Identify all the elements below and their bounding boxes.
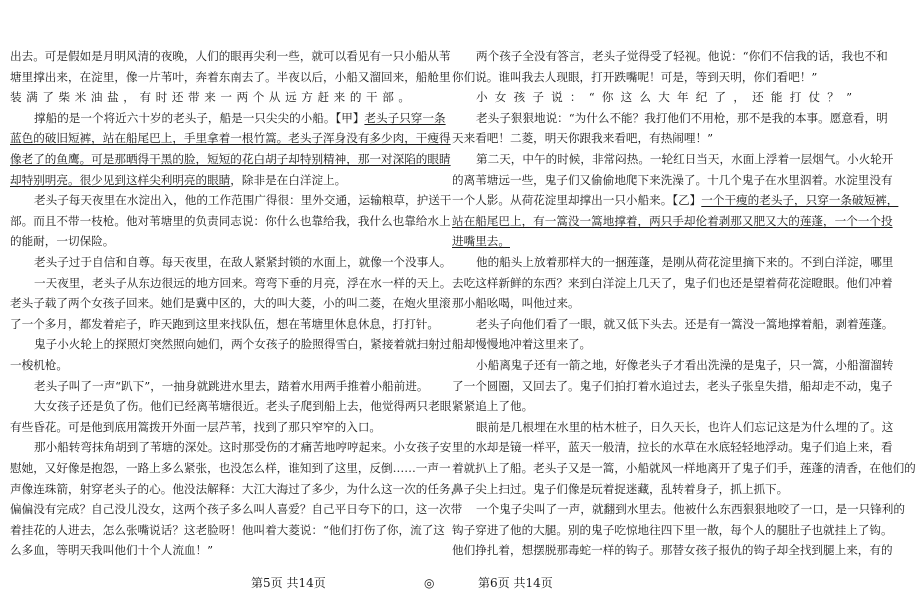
text-line xyxy=(10,293,451,313)
text-line xyxy=(10,396,452,416)
text-line xyxy=(452,396,852,416)
line-text: 船却慢慢地冲着这里来了。 xyxy=(452,337,592,352)
text-line xyxy=(452,128,852,148)
text-line xyxy=(10,67,451,87)
underlined-text: 蓝色的破旧短裤，站在船尾巴上，手里拿着一根竹篙。老头子浑身没有多少肉，干瘦得 xyxy=(10,131,451,146)
text-line xyxy=(10,437,452,457)
line-text: 偏偏没有完成？自己没儿没女，这两个孩子多么叫人喜爱？自己平日夸下的口，这一次带 xyxy=(10,502,463,517)
line-text: 老头子过于自信和自尊。每天夜里，在敌人紧紧封锁的水面上，就像一个没事人。 xyxy=(34,255,452,269)
line-text: 里的水却是镜一样平，蓝天一般清，拉长的水草在水底轻轻地浮动。鬼子们追上来，看 xyxy=(452,440,893,455)
line-text: 天来看吧！二菱，明天你跟我来看吧，有热闹哩！” xyxy=(452,131,713,146)
line-text: 紧紧追上了他。 xyxy=(452,399,534,414)
line-text: 两个孩子全没有答言，老头子觉得受了轻视。他说：“你们不信我的话，我也不和 xyxy=(476,49,888,63)
text-line xyxy=(10,540,410,560)
line-text: 装满了柴米油盐，有时还带来一两个从远方赶来的干部。 xyxy=(10,90,410,105)
text-line xyxy=(10,273,452,293)
line-text: 钩子穿进了他的大腿。别的鬼子吃惊地往四下里一散，每个人的腿肚子也就挂上了钩。 xyxy=(452,522,893,537)
text-line xyxy=(452,87,852,107)
underlined-text: 老头子只穿一条 xyxy=(364,110,446,125)
line-text: 一梭机枪。 xyxy=(10,358,68,372)
text-line xyxy=(10,355,410,375)
text-line xyxy=(10,211,451,231)
text-line xyxy=(452,417,894,437)
text-line xyxy=(10,334,452,354)
text-line xyxy=(452,170,893,190)
text-line xyxy=(452,231,852,251)
text-line xyxy=(10,108,446,128)
line-text: ，除非是在白洋淀上。 xyxy=(230,172,347,187)
underlined-text: 站在船尾巴上，有一篙没一篙地撑着，两只手却伦着剥那又肥又大的莲蓬，一个一个投 xyxy=(452,213,893,228)
line-text: 么多血，等明天我叫他们十个人流血！” xyxy=(10,543,214,558)
page-number-right: 第6页 共14页 xyxy=(478,576,553,590)
line-text: 那小船转弯抹角胡到了苇塘的深处。这时那受伤的才痛苦地哼哼起来。小女孩子安 xyxy=(34,440,452,455)
line-text: 小船离鬼子还有一箭之地，好像老头子才看出洗澡的是鬼子，只一篙，小船溜溜转 xyxy=(476,358,894,372)
underlined-text: 一个干瘦的老头子，只穿一条破短裤， xyxy=(701,193,899,208)
line-text: 有些昏花。可是他到底用篙拨开外面一层芦苇，找到了那只窄窄的入口。 xyxy=(10,419,382,434)
text-line xyxy=(452,273,893,293)
text-line xyxy=(10,87,410,107)
line-text: 眼前是几根埋在水里的枯木桩子，日久天长，也许人们忘记这是为什么埋的了。这 xyxy=(476,419,894,434)
line-text: 的能耐，一切保险。 xyxy=(10,234,115,249)
left-page xyxy=(10,0,463,607)
text-line xyxy=(10,499,463,519)
text-line xyxy=(10,128,451,148)
text-line xyxy=(10,417,410,437)
text-line xyxy=(452,458,916,478)
text-line xyxy=(452,252,894,272)
text-line xyxy=(452,108,888,128)
text-line xyxy=(452,190,899,210)
line-text: 鼻子尖上扫过。鬼子们像是玩着捉迷藏，乱转着身子，抓上抓下。 xyxy=(452,481,789,496)
line-text: 的离苇塘远一些，鬼子们又偷偷地爬下来洗澡了。十几个鬼子在水里泅着。水淀里没有 xyxy=(452,172,893,187)
text-line xyxy=(10,46,451,66)
text-line xyxy=(10,458,451,478)
text-line xyxy=(452,355,894,375)
text-line xyxy=(452,293,852,313)
line-text: 老头子载了两个女孩子回来。她们是冀中区的，大的叫大菱，小的叫二菱，在炮火里滚 xyxy=(10,296,451,311)
center-mark: ◎ xyxy=(424,576,435,590)
line-text: 着就扒上了船。老头子又是一篙，小船就风一样地离开了鬼子们手，莲蓬的清香，在他们的 xyxy=(452,461,916,475)
line-text: 那小船吆喝，叫他过来。 xyxy=(452,296,580,311)
line-text: 塘里撑出来，在淀里，像一片苇叶，奔着东南去了。半夜以后，小船又溜回来，船舱里 xyxy=(10,69,451,84)
text-line xyxy=(452,149,894,169)
line-text: 出去。可是假如是月明风清的夜晚，人们的眼再尖利一些，就可以看见有一只小船从苇 xyxy=(10,49,451,63)
line-text: 一个人影。从荷花淀里却撑出一只小船来。【乙】 xyxy=(452,193,702,208)
right-page xyxy=(452,0,916,607)
line-text: 了一个圆圈，又回去了。鬼子们拍打着水追过去，老头子张皇失措，船却走不动，鬼子 xyxy=(452,378,893,393)
line-text: 他的船头上放着那样大的一捆莲蓬，是刚从荷花淀里摘下来的。不到白洋淀，哪里 xyxy=(476,255,894,269)
line-text: 慰她，又好像是抱怨，一路上多么紧张，也没怎么样，谁知到了这里，反倒……一声一 xyxy=(10,461,451,475)
text-line xyxy=(452,437,893,457)
text-line xyxy=(10,314,439,334)
line-text: 一天夜里，老头子从东边很远的地方回来。弯弯下垂的月亮，浮在水一样的天上。 xyxy=(34,275,452,290)
underlined-text: 像老了的鱼鹰。可是那晒得干黑的脸，短短的花白胡子却特别精神，那一对深陷的眼睛 xyxy=(10,152,451,166)
line-text: 小女孩子说：“你这么大年纪了，还能打仗？” xyxy=(476,90,852,105)
text-line xyxy=(10,376,429,396)
text-line xyxy=(452,499,905,519)
line-text: 一个鬼子尖叫了一声，就翻到水里去。他被什么东西狠狠地咬了一口，是一只锋利的 xyxy=(476,502,905,517)
text-line xyxy=(452,376,893,396)
text-line xyxy=(452,540,893,560)
text-line xyxy=(452,334,852,354)
underlined-text: 却特别明亮。很少见到这样尖利明亮的眼睛 xyxy=(10,172,231,187)
text-line xyxy=(452,211,893,231)
text-line xyxy=(452,67,852,87)
line-text: 你们说。谁叫我去人现眼，打开跌嘴呢！可是，等到天明，你们看吧！” xyxy=(452,69,818,84)
line-text: 着挂花的人进去，怎么张嘴说话？这老脸呀！他叫着大菱说：“他们打伤了你，流了这 xyxy=(10,522,445,537)
line-text: 了一个多月，都发着疟子，昨天跑到这里来找队伍，想在苇塘里休息休息，打打针。 xyxy=(10,316,439,331)
line-text: 他们挣扎着，想摆脱那毒蛇一样的钩子。那替女孩子报仇的钩子却全找到腿上来，有的 xyxy=(452,543,893,558)
line-text: 撑船的是一个将近六十岁的老头子，船是一只尖尖的小船。【甲】 xyxy=(34,110,365,125)
line-text: 鬼子小火轮上的探照灯突然照向她们，两个女孩子的脸照得雪白，紧接着就扫射过 xyxy=(34,337,452,352)
line-text: 大女孩子还是负了伤。他们已经离苇塘很近。老头子爬到船上去，他觉得两只老眼 xyxy=(34,399,452,414)
line-text: 老头子狠狠地说：“为什么不能？我打他们不用枪，那不是我的本事。愿意看，明 xyxy=(476,110,888,125)
line-text: 声像连珠箭，射穿老头子的心。他没法解释：大江大海过了多少，为什么这一次的任务， xyxy=(10,481,463,496)
text-line xyxy=(10,252,452,272)
text-line xyxy=(10,520,445,540)
page-number-left: 第5页 共14页 xyxy=(251,576,326,590)
line-text: 老头子叫了一声“趴下”，一抽身就跳进水里去，踏着水用两手推着小船前进。 xyxy=(34,378,429,393)
text-line xyxy=(10,479,463,499)
text-line xyxy=(452,46,888,66)
text-line xyxy=(10,190,452,210)
text-line xyxy=(10,170,410,190)
text-line xyxy=(452,520,893,540)
underlined-text: 进嘴里去。 xyxy=(452,234,510,249)
text-line xyxy=(452,314,894,334)
text-line xyxy=(452,479,852,499)
text-line xyxy=(10,231,410,251)
line-text: 部。而且不带一枝枪。他对苇塘里的负责同志说：你什么也靠给我，我什么也靠给水上 xyxy=(10,213,451,228)
line-text: 老头子向他们看了一眼，就又低下头去。还是有一篙没一篙地撑着船，剥着莲蓬。 xyxy=(476,316,894,331)
text-line xyxy=(10,149,451,169)
line-text: 老头子每天夜里在水淀出入，他的工作范围广得很：里外交通，运输粮草，护送干 xyxy=(34,193,452,208)
line-text: 去吃这样新鲜的东西？来到白洋淀上几天了，鬼子们也还是望着荷花淀瞪眼。他们冲着 xyxy=(452,275,893,290)
line-text: 第二天，中午的时候，非常闷热。一轮红日当天，水面上浮着一层烟气。小火轮开 xyxy=(476,152,894,166)
